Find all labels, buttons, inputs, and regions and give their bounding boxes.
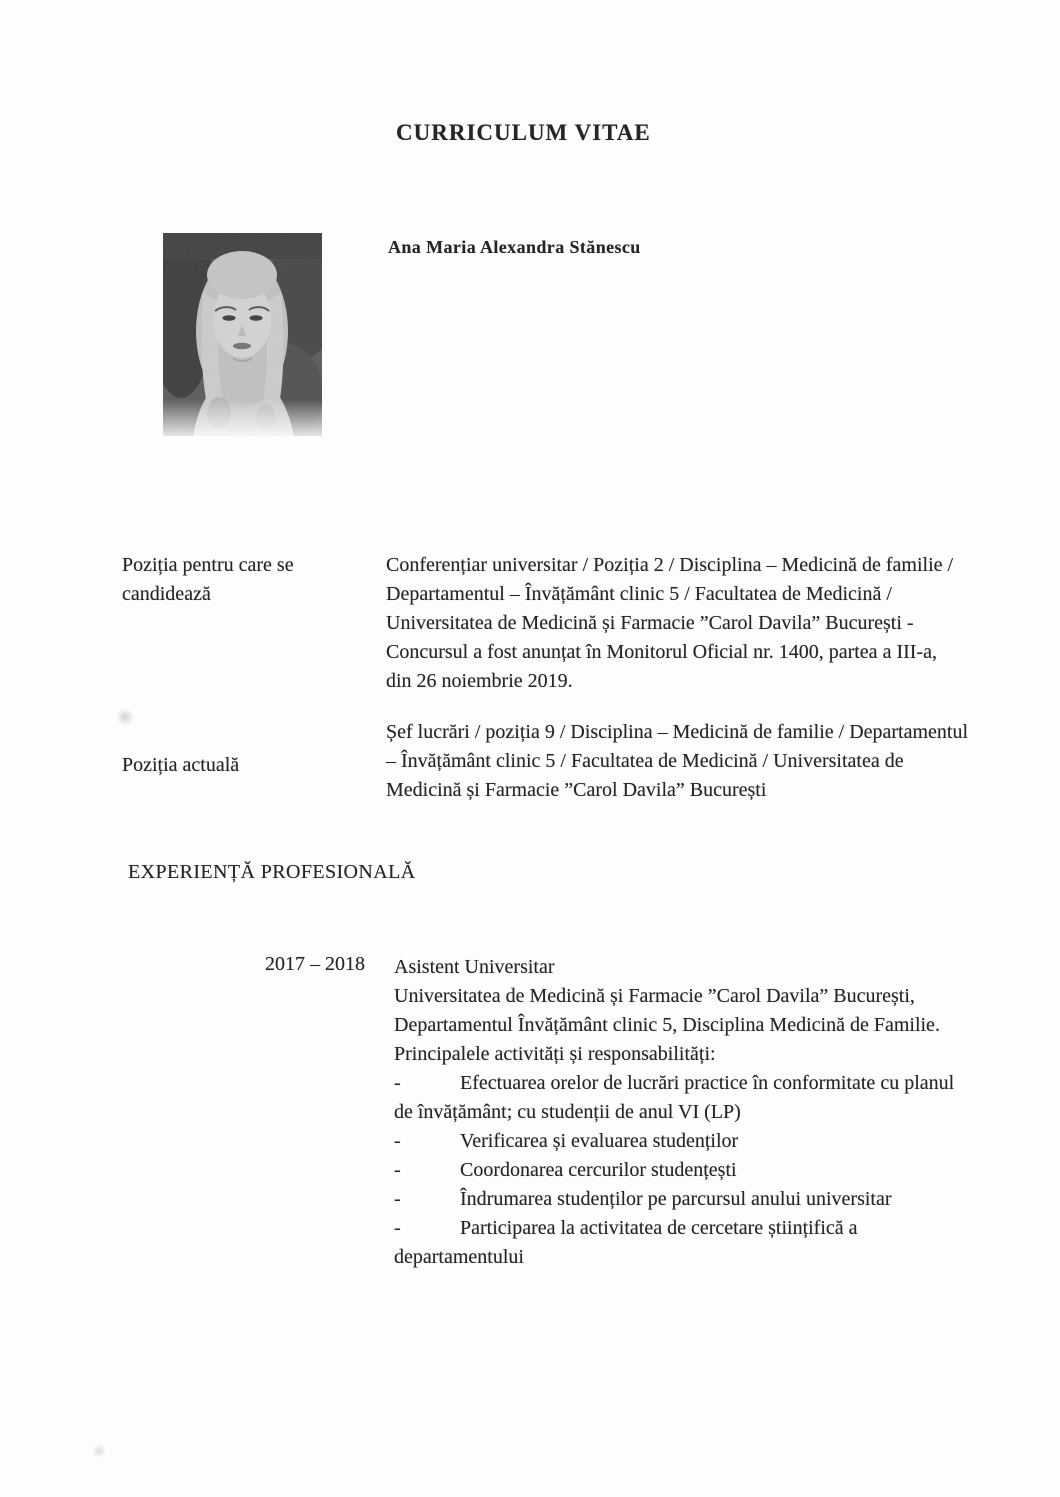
field-value-current-position: Șef lucrări / poziția 9 / Disciplina – Medicină de familie / Departamentul – Învățământ clinic 5 / Facultatea de Medicină / Universitatea de Medicină și Farmacie ”Carol Davila” București — [386, 721, 974, 801]
scan-artifact-smudge — [92, 1444, 106, 1458]
candidate-photo — [163, 233, 322, 436]
bullet-dash: - — [394, 1217, 401, 1239]
page-title: CURRICULUM VITAE — [396, 120, 651, 145]
responsibility-item — [394, 1214, 969, 1272]
responsibility-text: Îndrumarea studenților pe parcursul anului universitar — [460, 1188, 892, 1210]
experience-entry-organization: Universitatea de Medicină și Farmacie ”Carol Davila” București, Departamentul Învățământ clinic 5, Disciplina Medicină de Familie. — [394, 985, 940, 1036]
bullet-dash: - — [394, 1188, 401, 1210]
bullet-dash: - — [394, 1159, 401, 1181]
candidate-name: Ana Maria Alexandra Stănescu — [388, 237, 641, 257]
scan-artifact-smudge — [116, 708, 134, 726]
experience-entry-role: Asistent Universitar — [394, 956, 555, 978]
experience-entry-period: 2017 – 2018 — [265, 953, 365, 975]
field-label-current-position: Poziția actuală — [122, 754, 240, 776]
responsibility-item — [394, 1156, 969, 1185]
responsibilities-label: Principalele activități și responsabilități: — [394, 1043, 716, 1065]
responsibility-text: Coordonarea cercurilor studențești — [460, 1159, 737, 1181]
responsibility-item — [394, 1069, 969, 1127]
field-label-position-applied-for: Poziția pentru care se candidează — [122, 554, 294, 605]
bullet-dash: - — [394, 1072, 401, 1094]
experience-entry-body — [394, 953, 969, 1272]
experience-section-heading: EXPERIENȚĂ PROFESIONALĂ — [128, 861, 416, 883]
responsibility-item — [394, 1127, 969, 1156]
bullet-dash: - — [394, 1130, 401, 1152]
responsibility-text: Participarea la activitatea de cercetare științifică a departamentului — [394, 1217, 858, 1268]
field-value-position-applied-for: Conferențiar universitar / Poziția 2 / Disciplina – Medicină de familie / Departamentul – Învățământ clinic 5 / Facultatea de Medicină / Universitatea de Medicină și Farmacie ”Carol Davila” București - Concursul a fost anunțat în Monitorul Oficial nr. 1400, partea a III-a, din 26 noiembrie 2019. — [386, 554, 959, 692]
portrait-photo-image — [163, 233, 322, 436]
responsibility-text: Verificarea și evaluarea studenților — [460, 1130, 739, 1152]
responsibility-text: Efectuarea orelor de lucrări practice în conformitate cu planul de învățământ; cu studenții de anul VI (LP) — [394, 1072, 955, 1123]
responsibility-item — [394, 1185, 969, 1214]
